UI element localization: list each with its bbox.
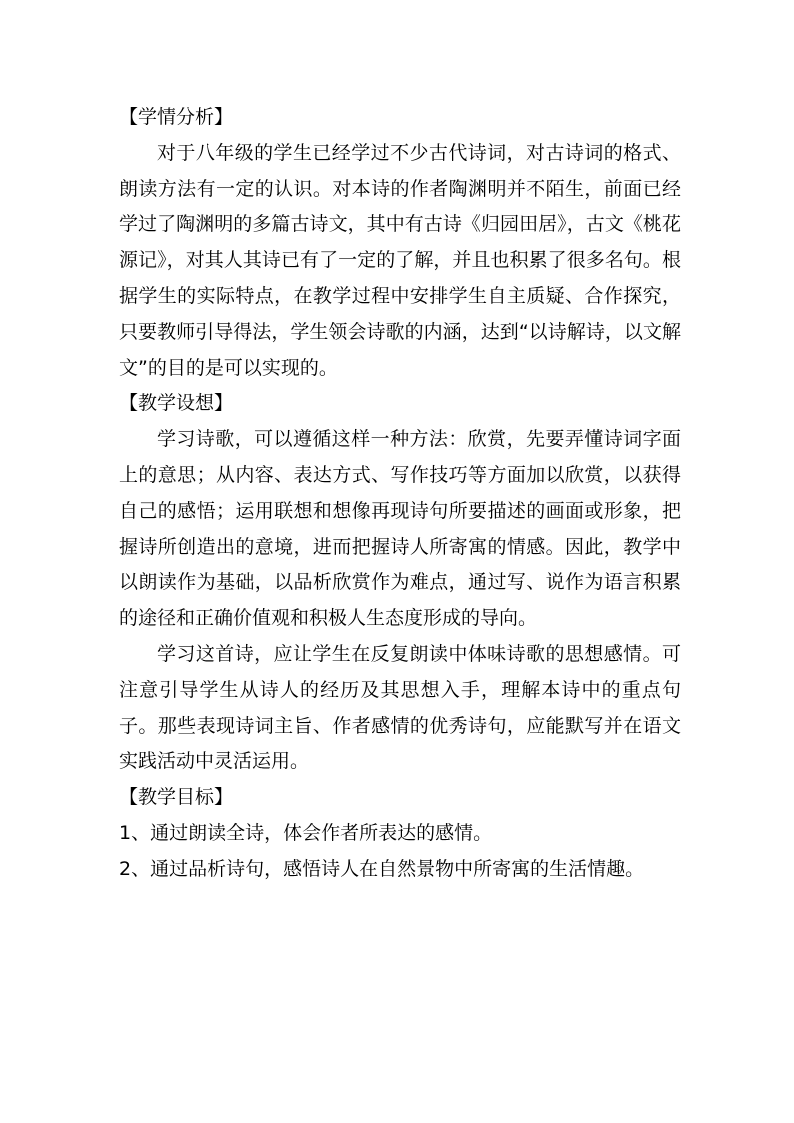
section-heading-analysis: 【学情分析】 — [119, 106, 234, 128]
design-paragraph-2: 学习这首诗，应让学生在反复朗读中体味诗歌的思想感情。可注意引导学生从诗人的经历及其思想入手，理解本诗中的重点句子。那些表现诗词主旨、作者感情的优秀诗句，应能默写并在语文实践活动中灵活运用。 — [119, 642, 681, 773]
document-body — [119, 100, 681, 888]
section-heading-objectives: 【教学目标】 — [119, 786, 234, 809]
section-heading-design: 【教学设想】 — [119, 392, 234, 415]
design-paragraph-1: 学习诗歌，可以遵循这样一种方法：欣赏，先要弄懂诗词字面上的意思；从内容、表达方式、写作技巧等方面加以欣赏，以获得自己的感悟；运用联想和想像再现诗句所要描述的画面或形象，把握诗所创造出的意境，进而把握诗人所寄寓的情感。因此，教学中以朗读作为基础，以品析欣赏作为难点，通过写、说作为语言积累的途径和正确价值观和积极人生态度形成的导向。 — [119, 428, 681, 630]
objective-item-2: 2、通过品析诗句，感悟诗人在自然景物中所寄寓的生活情趣。 — [119, 857, 645, 880]
objective-item-1: 1、通过朗读全诗，体会作者所表达的感情。 — [119, 821, 493, 844]
analysis-paragraph: 对于八年级的学生已经学过不少古代诗词，对古诗词的格式、朗读方法有一定的认识。对本诗的作者陶渊明并不陌生，前面已经学过了陶渊明的多篇古诗文，其中有古诗《归园田居》，古文《桃花源记》，对其人其诗已有了一定的了解，并且也积累了很多名句。根据学生的实际特点，在教学过程中安排学生自主质疑、合作探究，只要教师引导得法，学生领会诗歌的内涵，达到“以诗解诗，以文解文”的目的是可以实现的。 — [119, 141, 681, 379]
